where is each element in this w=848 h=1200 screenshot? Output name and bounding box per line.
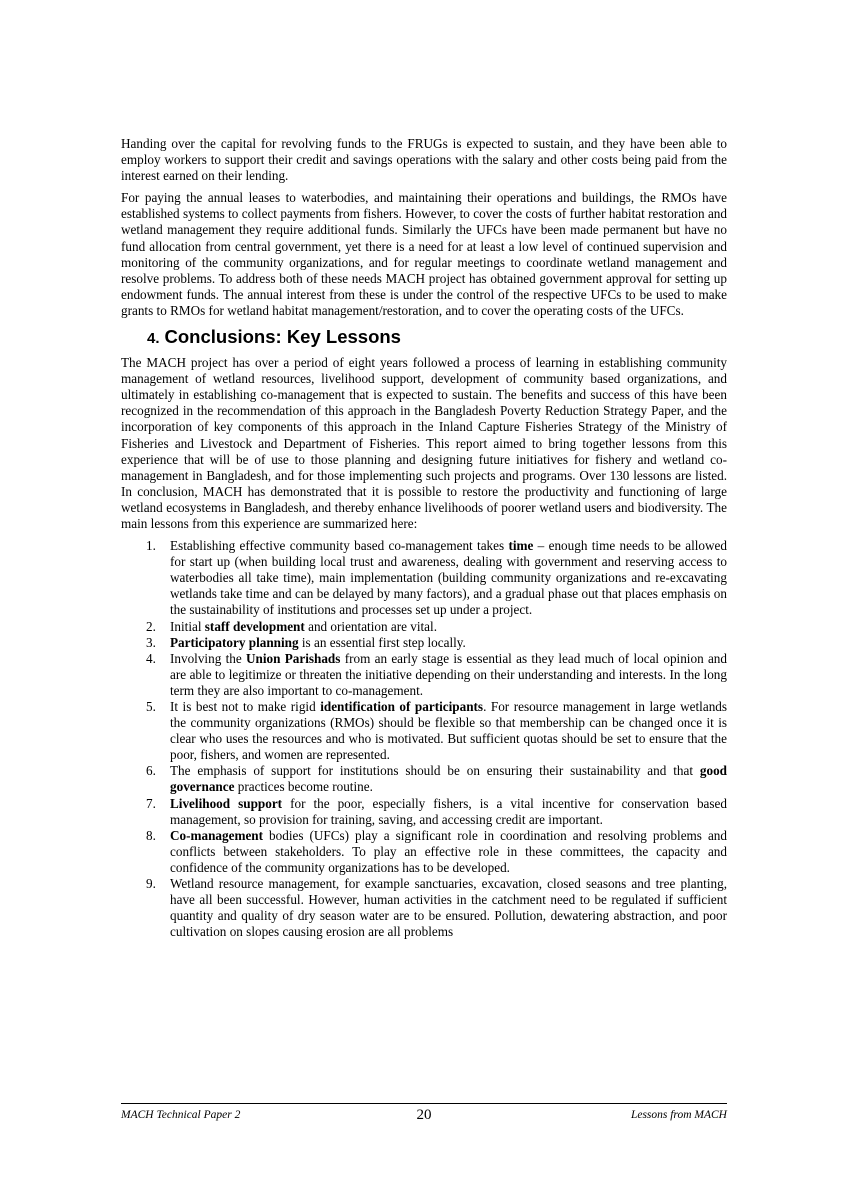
lesson-item	[146, 699, 728, 763]
lesson-key-term: Livelihood support	[170, 795, 283, 811]
lesson-item	[146, 763, 727, 795]
section-title: Conclusions: Key Lessons	[164, 326, 401, 348]
lesson-text: Wetland resource management, for example sanctuaries, excavation, closed seasons and tree planting, have all been successful. However, human activities in the catchment need to be regulated if sufficient quantity and quality of dry season water are to be ensured. Pollution, dewatering abstraction, and poor cultivation on slopes causing erosion are all problems	[170, 876, 727, 940]
lesson-item	[146, 538, 727, 618]
lesson-item	[146, 827, 727, 876]
lesson-text-cont: . For resource management in large wetlands the community organizations (RMOs) should be flexible so that membership can be changed once it is clear who uses the resources and who is motivated. But sufficient quotas should be set to ensure that the poor, fishers, and women are represented.	[170, 699, 728, 763]
section-heading	[121, 325, 727, 351]
page-footer	[121, 1103, 727, 1128]
lesson-text: Establishing effective community based co-management takes	[170, 538, 509, 554]
paragraph-endowment-funds: For paying the annual leases to waterbodies, and maintaining their operations and buildings, the RMOs have established systems to collect payments from fishers. However, to cover the costs of further habitat restoration and wetland management they require additional funds. Similarly the UFCs have been made permanent but have no fund allocation from central government, yet there is a need for at least a low level of continued supervision and monitoring of the community organizations, and for regular meetings to coordinate wetland management and resolve problems. To address both of these needs MACH project has obtained government approval for setting up endowment funds. The annual interest from these is under the control of the respective UFCs to be used to make grants to RMOs for wetland habitat management/restoration, and to cover the operating costs of the UFCs.	[121, 190, 727, 318]
lesson-text: It is best not to make rigid	[170, 699, 321, 714]
lesson-number: 3.	[146, 634, 156, 650]
lesson-text-cont: bodies (UFCs) play a significant role in coordination and resolving problems and conflicts between stakeholders. To play an effective role in these committees, the capacity and confidence of the community organizations has to be developed.	[170, 827, 727, 875]
page-body	[121, 136, 727, 940]
footer-document-subtitle: Lessons from MACH	[630, 1109, 727, 1121]
lesson-key-term: Union Parishads	[245, 650, 341, 666]
paragraph-conclusions-intro: The MACH project has over a period of eight years followed a process of learning in establishing community management of wetland resources, livelihood support, development of community based organizations, and ultimately in establishing co-management that is expected to sustain. The benefits and success of this have been recognized in the recommendation of this approach in the Bangladesh Poverty Reduction Strategy Paper, and the incorporation of key components of this approach in the Inland Capture Fisheries Strategy of the Ministry of Fisheries and Livestock and Department of Fisheries. This report aimed to bring together lessons from this experience that will be of use to those planning and designing future initiatives for fishery and wetland co-management in Bangladesh, and for those implementing such projects and programs. Over 130 lessons are listed. In conclusion, MACH has demonstrated that it is possible to restore the productivity and functioning of large wetland ecosystems in Bangladesh, and thereby enhance livelihoods of poorer wetland users and biodiversity. The main lessons from this experience are summarized here:	[121, 355, 727, 531]
lesson-text-cont: is an essential first step locally.	[298, 634, 466, 650]
lesson-key-term: identification of participants	[320, 699, 484, 714]
lesson-item	[146, 618, 727, 635]
lesson-number: 6.	[146, 763, 156, 779]
lesson-text-cont: practices become routine.	[234, 779, 373, 795]
lesson-text-cont: for the poor, especially fishers, is a vital incentive for conservation based management, so provision for training, saving, and accessing credit are important.	[170, 795, 727, 827]
lesson-text: Initial	[170, 618, 205, 634]
lesson-number: 4.	[146, 650, 156, 666]
lessons-list	[121, 538, 727, 940]
lesson-text-cont: from an early stage is essential as they lead much of local opinion and are able to legitimize or threaten the initiative depending on their understanding and interests. In the long term they are also important to co-management.	[170, 650, 727, 698]
lesson-key-term: staff development	[204, 618, 305, 634]
lesson-key-term: Participatory planning	[170, 634, 299, 650]
lesson-item	[146, 795, 727, 828]
lesson-item	[146, 876, 727, 940]
lesson-text-cont: and orientation are vital.	[304, 618, 437, 634]
lesson-text: Involving the	[170, 650, 246, 666]
lesson-text-cont: – enough time needs to be allowed for start up (when building local trust and awareness, dealing with government and reserving access to waterbodies all take time), main implementation (building community organizations and re-excavating wetlands take time and can be delayed by many factors), and a gradual phase out that places emphasis on the sustainability of institutions and processes set up under a project.	[170, 538, 727, 618]
lesson-item	[146, 634, 727, 651]
lesson-number: 5.	[146, 699, 156, 714]
footer-document-title: MACH Technical Paper 2	[121, 1109, 241, 1121]
lesson-number: 2.	[146, 618, 156, 634]
lesson-key-term: Co-management	[170, 827, 264, 843]
section-number: 4.	[147, 330, 160, 348]
lesson-key-term: good governance	[170, 763, 727, 795]
lesson-number: 9.	[146, 876, 156, 892]
page-number: 20	[416, 1107, 432, 1123]
lesson-number: 1.	[146, 538, 156, 554]
lesson-item	[146, 650, 727, 699]
lesson-text: The emphasis of support for institutions should be on ensuring their sustainability and that	[170, 763, 700, 779]
lesson-key-term: time	[508, 538, 534, 554]
lesson-number: 7.	[146, 795, 156, 811]
lesson-number: 8.	[146, 827, 156, 843]
paragraph-revolving-funds: Handing over the capital for revolving funds to the FRUGs is expected to sustain, and they have been able to employ workers to support their credit and savings operations with the salary and other costs being paid from the interest earned on their lending.	[121, 136, 727, 184]
